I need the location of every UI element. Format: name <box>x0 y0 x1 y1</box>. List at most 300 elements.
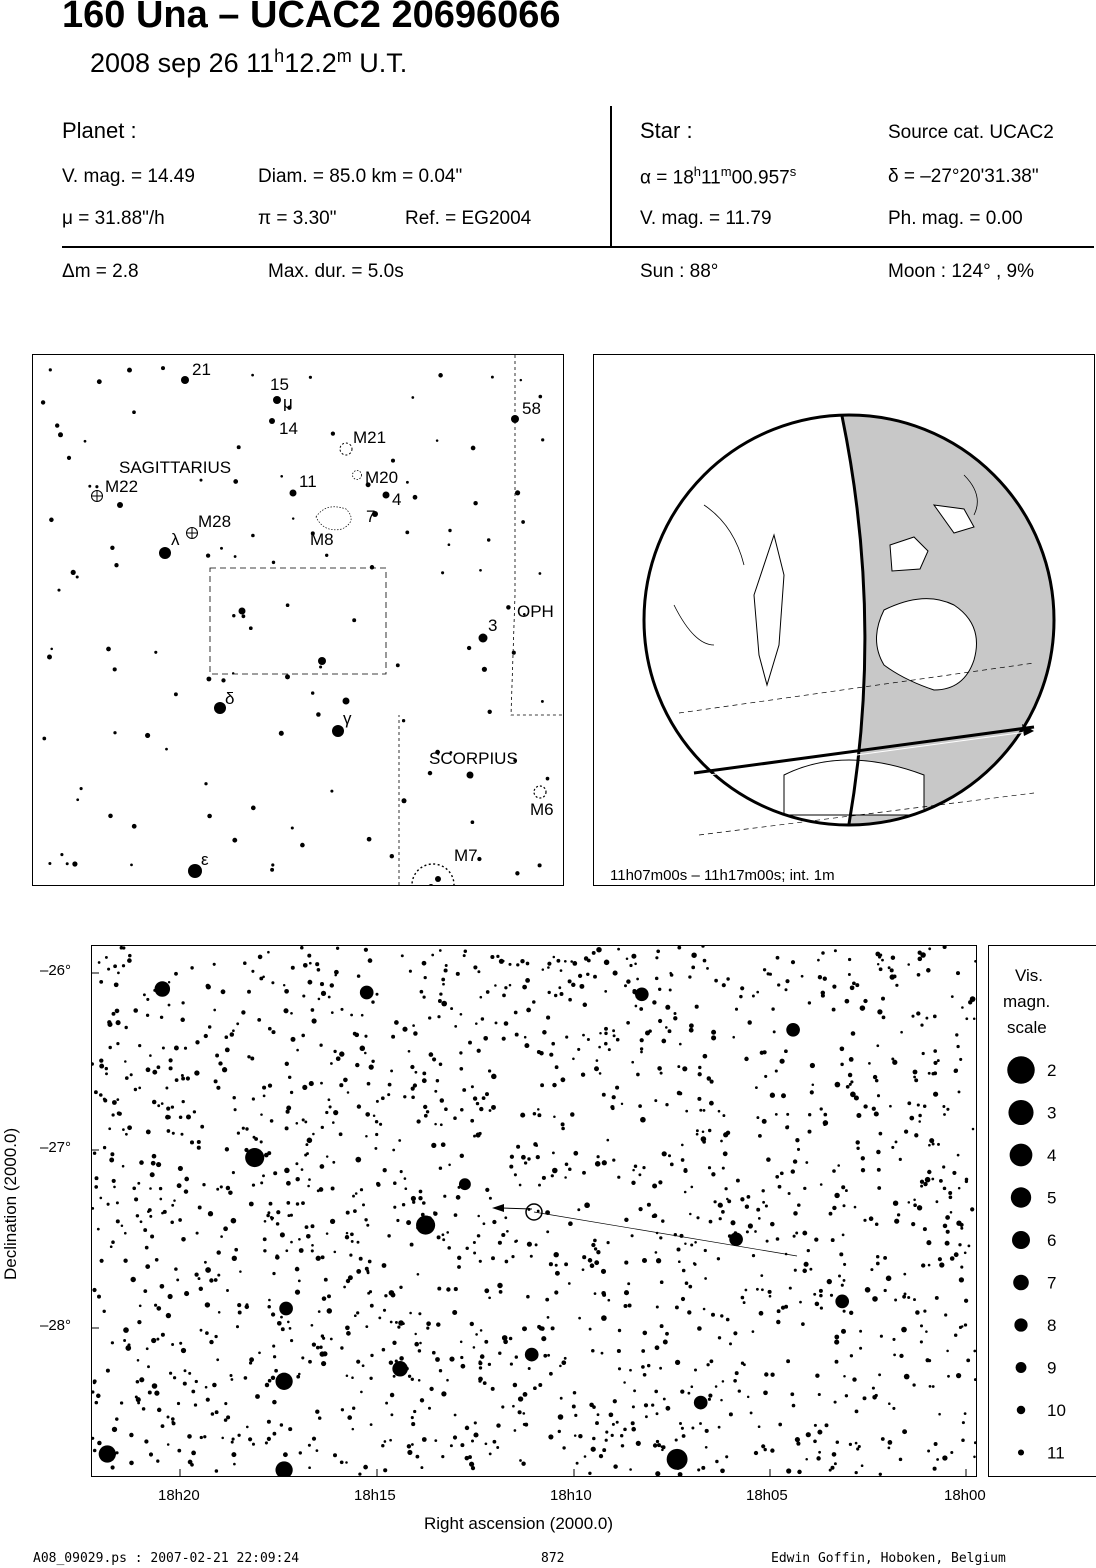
star-dot <box>447 1246 451 1250</box>
star-dot <box>791 960 795 964</box>
star-dot <box>736 1179 740 1183</box>
star-dot <box>925 1177 931 1183</box>
planet-mu: μ = 31.88"/h <box>62 208 165 229</box>
star-dot <box>718 1426 721 1429</box>
star-dot <box>484 1340 488 1344</box>
star-dot <box>799 1301 802 1304</box>
finder-star <box>309 376 312 379</box>
finder-star <box>477 857 481 861</box>
star-dot <box>524 1161 527 1164</box>
star-dot <box>528 1367 531 1370</box>
star-dot <box>376 1182 380 1186</box>
star-dot <box>449 1357 454 1362</box>
star-dot <box>841 1284 844 1287</box>
star-dot <box>454 1287 458 1291</box>
star-dot <box>513 1383 517 1387</box>
star-dot <box>843 1279 846 1282</box>
star-dot <box>249 1357 254 1362</box>
star-dot <box>752 1330 755 1333</box>
finder-star <box>80 787 83 790</box>
star-dot <box>729 1342 732 1345</box>
star-vmag: V. mag. = 11.79 <box>640 208 772 229</box>
star-dot <box>949 1195 953 1199</box>
star-dot <box>520 959 524 963</box>
star-dot <box>163 1210 167 1214</box>
star-dot <box>855 983 859 987</box>
finder-star <box>221 678 225 682</box>
star-dot <box>918 957 922 961</box>
magnitude-legend <box>988 945 1096 1477</box>
star-dot <box>778 1423 782 1427</box>
star-dot <box>476 1102 479 1105</box>
star-dot <box>893 974 897 978</box>
star-dot <box>301 1168 304 1171</box>
star-dot <box>881 959 884 962</box>
finder-star <box>207 814 212 819</box>
star-dot <box>460 1154 464 1158</box>
finder-chart <box>32 354 564 886</box>
star-dot <box>246 1426 249 1429</box>
star-dot <box>239 1270 242 1273</box>
star-dot <box>437 1235 441 1239</box>
star-dot <box>221 989 226 994</box>
star-dot <box>593 975 597 979</box>
star-dot <box>485 1442 488 1445</box>
detail-field-rect <box>210 568 386 674</box>
star-dot <box>834 949 837 952</box>
star-dot <box>903 1273 906 1276</box>
star-dot <box>172 1132 175 1135</box>
star-dot <box>111 1113 114 1116</box>
star-dot <box>915 1310 920 1315</box>
globe-panel <box>593 354 1095 886</box>
star-dot <box>125 1026 128 1029</box>
star-dot <box>475 1022 478 1025</box>
finder-star <box>512 651 516 655</box>
star-dot <box>258 955 263 960</box>
star-dot <box>849 1083 852 1086</box>
star-dot <box>152 1383 158 1389</box>
star-dot <box>328 996 331 999</box>
moon-info: Moon : 124° , 9% <box>888 261 1034 282</box>
star-dot <box>837 1164 840 1167</box>
star-dot <box>146 1067 151 1072</box>
finder-star <box>448 529 451 532</box>
finder-star <box>76 798 79 801</box>
star-dot <box>363 1465 368 1470</box>
finder-star <box>42 737 46 741</box>
star-dot <box>142 1407 146 1411</box>
star-dot <box>894 1219 899 1224</box>
star-dot <box>252 1443 255 1446</box>
star-dot <box>620 1434 623 1437</box>
star-dot <box>413 1031 418 1036</box>
label-lambda: λ <box>171 530 180 549</box>
star-dot <box>92 1062 94 1066</box>
star-dot <box>326 1232 329 1235</box>
star-dot <box>750 1411 753 1414</box>
star-dot <box>289 1327 292 1330</box>
star-dot <box>166 1107 170 1111</box>
star-dot <box>346 1331 351 1336</box>
star-dot <box>357 974 361 978</box>
star-dot <box>184 1047 187 1050</box>
finder-star <box>206 553 210 557</box>
star-dot <box>723 1151 728 1156</box>
star-dot <box>95 1401 99 1405</box>
star-dot <box>776 1237 780 1241</box>
star-dot <box>411 1422 415 1426</box>
star-dot <box>843 1204 846 1207</box>
star-dot <box>378 1316 381 1319</box>
star-dot <box>422 995 425 998</box>
star-dot <box>398 1139 401 1142</box>
star-dot <box>122 1128 125 1131</box>
star-dot <box>488 1363 491 1366</box>
star-dot <box>306 1234 311 1239</box>
star-dot <box>823 977 827 981</box>
star-dot <box>880 1335 883 1338</box>
star-dot <box>318 998 321 1001</box>
star-dot <box>200 1125 204 1129</box>
star-phmag: Ph. mag. = 0.00 <box>888 208 1023 229</box>
star-dot <box>680 1234 684 1238</box>
star-dot <box>267 1305 271 1309</box>
finder-star <box>406 481 409 484</box>
star-dot <box>516 963 519 966</box>
star-dot <box>116 1042 119 1045</box>
star-dot <box>923 1227 927 1231</box>
star-dot <box>426 1110 429 1113</box>
star-dot <box>733 1331 737 1335</box>
star-dot <box>268 1083 272 1087</box>
star-dot <box>691 1427 694 1430</box>
star-dot <box>345 1461 348 1464</box>
star-dot <box>193 1110 196 1113</box>
star-dot <box>369 1377 372 1380</box>
finder-star <box>325 554 328 557</box>
star-dot <box>99 1058 103 1062</box>
star-dot <box>640 1038 644 1042</box>
star-dot <box>756 1288 759 1291</box>
star-dot <box>813 1293 816 1296</box>
star-dot <box>817 1430 822 1435</box>
star-dot <box>319 1346 322 1349</box>
star-dot <box>266 1214 270 1218</box>
star-dot <box>702 1130 705 1133</box>
star-dot <box>775 1069 778 1072</box>
star-dot <box>295 1267 300 1272</box>
finder-star <box>405 530 409 534</box>
star-dot <box>345 1235 349 1239</box>
star-dot <box>226 1289 229 1292</box>
star-dot <box>918 951 922 955</box>
finder-star <box>237 445 241 449</box>
finder-star <box>538 863 542 867</box>
star-dot <box>636 1073 640 1077</box>
star-dot <box>763 1390 768 1395</box>
star-dot <box>691 952 696 957</box>
star-dot <box>431 1143 436 1148</box>
bright-star <box>416 1216 435 1235</box>
star-dot <box>658 1019 662 1023</box>
star-dot <box>355 1192 358 1195</box>
star-dot <box>601 1352 604 1355</box>
star-dot <box>502 1037 506 1041</box>
star-dot <box>321 1126 324 1129</box>
star-dot <box>725 1455 728 1458</box>
star-dot <box>473 1432 478 1437</box>
star-dot <box>631 1421 635 1425</box>
star-dot <box>715 1460 718 1463</box>
finder-star <box>396 663 400 667</box>
star-dot <box>560 1397 563 1400</box>
star-dot <box>268 1027 272 1031</box>
star-dot <box>677 1065 680 1068</box>
star-dot <box>446 1379 449 1382</box>
star-dot <box>424 1114 428 1118</box>
star-dot <box>194 1070 199 1075</box>
star-dot <box>634 963 637 966</box>
star-dot <box>613 1034 616 1037</box>
label-oph: OPH <box>517 602 554 621</box>
star-dot <box>897 1213 900 1216</box>
star-dot <box>643 1331 648 1336</box>
star-dot <box>861 1464 864 1467</box>
star-dot <box>448 1164 451 1167</box>
star-dot <box>718 1203 723 1208</box>
star-dot <box>747 1195 751 1199</box>
star-dot <box>832 1452 837 1457</box>
star-dot <box>763 968 766 971</box>
m28-globular-icon <box>187 528 198 539</box>
star-dot <box>920 1180 924 1184</box>
star-dot <box>408 1050 411 1053</box>
star-dot <box>684 1243 686 1245</box>
star-dot <box>628 1304 632 1308</box>
star-dot <box>540 1083 544 1087</box>
star-dot <box>856 1447 859 1450</box>
label-m8: M8 <box>310 530 334 549</box>
star-dot <box>181 1237 186 1242</box>
star-dot <box>542 1030 547 1035</box>
star-dot <box>446 1287 450 1291</box>
star-dot <box>643 1373 647 1377</box>
label-m20: M20 <box>365 468 399 487</box>
star-dot <box>855 1471 858 1474</box>
star-dot <box>283 1452 288 1457</box>
star-dot <box>560 992 564 996</box>
star-dot <box>509 984 512 987</box>
star-dot <box>208 1025 211 1028</box>
star-dot <box>892 1407 895 1410</box>
finder-named-star <box>435 876 441 882</box>
star-dot <box>271 1312 275 1316</box>
star-dot <box>324 1278 328 1282</box>
star-dot <box>346 1211 350 1215</box>
star-dot <box>186 1076 190 1080</box>
finder-star <box>316 712 321 717</box>
star-dot <box>263 1095 266 1098</box>
star-dot <box>432 1351 436 1355</box>
star-dot <box>598 1046 601 1049</box>
star-dot <box>237 1132 240 1135</box>
star-dot <box>479 1366 482 1369</box>
star-dot <box>215 1469 219 1473</box>
star-dot <box>471 1440 474 1443</box>
star-dot <box>551 1042 555 1046</box>
star-dot <box>366 1224 369 1227</box>
bright-star <box>786 1023 800 1037</box>
finder-star <box>57 589 60 592</box>
star-dot <box>762 1119 767 1124</box>
star-dot <box>330 1338 333 1341</box>
star-dot <box>954 1333 957 1336</box>
star-dot <box>426 1327 429 1330</box>
star-dot <box>721 1210 725 1214</box>
star-dot <box>705 1429 709 1433</box>
star-dot <box>340 1008 343 1011</box>
star-dot <box>810 1063 815 1068</box>
star-dot <box>524 1036 527 1039</box>
star-dot <box>657 1066 662 1071</box>
star-dot <box>527 1157 530 1160</box>
star-dot <box>568 1167 572 1171</box>
star-dot <box>218 1061 222 1065</box>
star-dot <box>336 947 339 950</box>
star-dot <box>267 1151 271 1155</box>
star-dot <box>835 1082 841 1088</box>
star-heading: Star : <box>640 118 693 143</box>
finder-star <box>272 561 275 564</box>
star-dot <box>819 1289 823 1293</box>
star-dot <box>112 1179 116 1183</box>
star-dot <box>841 1329 846 1334</box>
star-dot <box>409 970 412 973</box>
star-dot <box>626 1021 630 1025</box>
star-dot <box>161 1424 165 1428</box>
star-dot <box>908 1201 911 1204</box>
star-dot <box>607 1299 610 1302</box>
star-dot <box>558 1430 561 1433</box>
star-dot <box>155 1258 159 1262</box>
star-dot <box>117 1111 121 1115</box>
star-dot <box>661 1445 664 1448</box>
star-dot <box>238 1311 242 1315</box>
star-dot <box>483 1036 488 1041</box>
star-dot <box>492 1220 496 1224</box>
star-dot <box>272 1272 275 1275</box>
star-dot <box>624 984 627 987</box>
star-dot <box>411 1096 415 1100</box>
star-dot <box>381 1444 384 1447</box>
star-dot <box>262 1086 266 1090</box>
star-dot <box>438 999 442 1003</box>
finder-star <box>233 479 238 484</box>
star-dot <box>616 1038 620 1042</box>
star-dot <box>932 1142 935 1145</box>
finder-named-star <box>467 772 474 779</box>
star-dot <box>168 1004 171 1007</box>
star-dot <box>818 975 822 979</box>
star-dot <box>225 1035 229 1039</box>
star-dot <box>130 1277 135 1282</box>
star-dot <box>255 1394 260 1399</box>
star-dot <box>845 999 850 1004</box>
star-dot <box>771 1007 774 1010</box>
star-dot <box>369 1064 374 1069</box>
finder-named-star <box>117 502 123 508</box>
finder-star <box>234 555 237 558</box>
star-dot <box>184 1369 187 1372</box>
star-dot <box>696 1216 699 1219</box>
star-dot <box>780 1059 785 1064</box>
star-dot <box>441 1455 444 1458</box>
star-dot <box>480 1329 483 1332</box>
star-dot <box>568 998 572 1002</box>
finder-star <box>515 871 519 875</box>
star-dot <box>926 1240 931 1245</box>
axis-ticks <box>92 973 966 1476</box>
star-dot <box>766 1240 769 1243</box>
finder-star <box>515 490 520 495</box>
finder-star <box>232 838 237 843</box>
star-dot <box>843 1263 846 1266</box>
star-dot <box>655 1471 660 1476</box>
star-dot <box>631 1234 634 1237</box>
star-dot <box>334 970 339 975</box>
star-dot <box>541 1336 546 1341</box>
star-dot <box>459 1051 462 1054</box>
star-dot <box>604 960 610 966</box>
label-4: 4 <box>392 490 402 509</box>
star-dot <box>571 983 575 987</box>
star-dot <box>602 1160 607 1165</box>
star-dot <box>418 1349 421 1352</box>
star-dot <box>875 1079 879 1083</box>
star-dot <box>675 1360 680 1365</box>
star-dot <box>387 1234 390 1237</box>
star-dot <box>872 1387 875 1390</box>
star-dot <box>770 1093 775 1098</box>
star-dot <box>652 1000 656 1004</box>
star-dot <box>214 1278 218 1282</box>
star-dot <box>538 1383 542 1387</box>
star-dot <box>863 1219 866 1222</box>
star-dot <box>331 1011 334 1014</box>
star-dot <box>876 1044 879 1047</box>
star-dot <box>411 1087 415 1091</box>
star-dot <box>414 1342 419 1347</box>
star-dot <box>484 1288 489 1293</box>
star-dot <box>933 1015 937 1019</box>
star-dot <box>491 1256 495 1260</box>
star-dot <box>832 1206 836 1210</box>
star-dot <box>286 1106 291 1111</box>
finder-star <box>428 771 432 775</box>
star-dot <box>312 1342 316 1346</box>
bright-star <box>459 1178 471 1190</box>
finder-star <box>467 646 471 650</box>
star-dot <box>658 1180 662 1184</box>
star-dot <box>653 1213 658 1218</box>
star-dot <box>922 1052 925 1055</box>
star-dot <box>188 1372 191 1375</box>
finder-star <box>84 440 87 443</box>
finder-star <box>438 373 443 378</box>
finder-star <box>95 485 98 488</box>
star-dot <box>196 1232 199 1235</box>
